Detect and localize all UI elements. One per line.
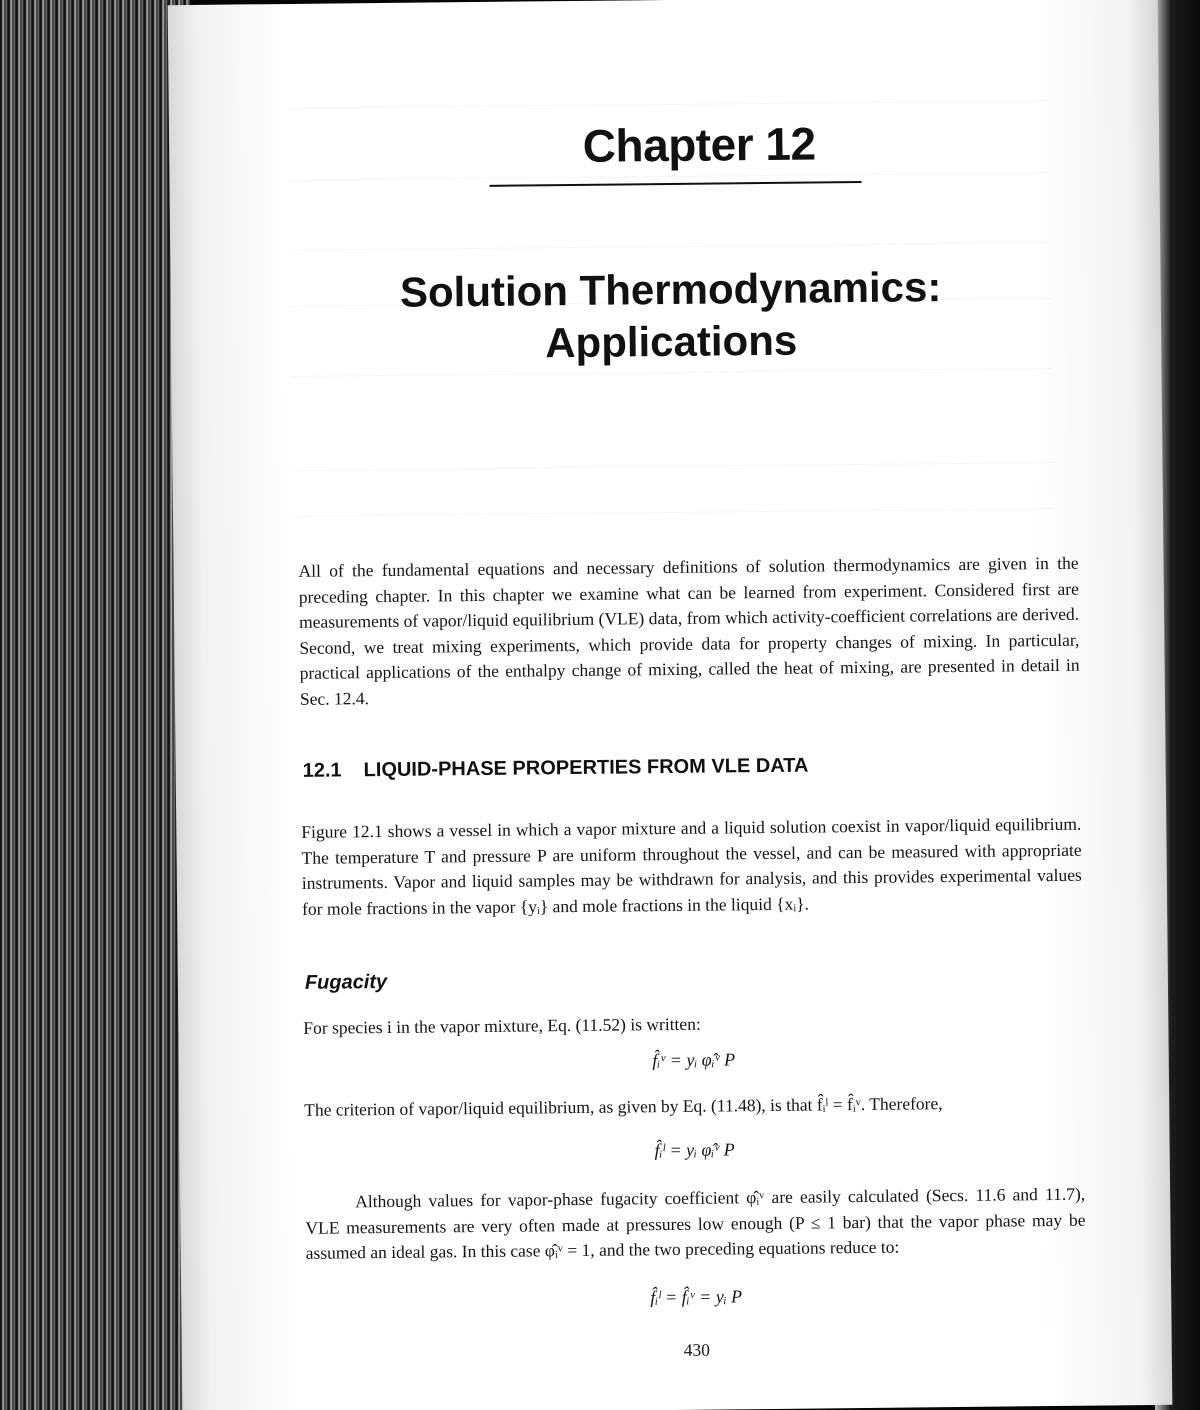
equation-1: f̂ᵢᵛ = yᵢ φ̂ᵢᵛ P [652, 1049, 736, 1071]
intro-paragraph: All of the fundamental equations and necessary definitions of solution thermodynamics are given in the preceding chapter. In this chapter we examine what can be learned from experiment. Considered first are measurements of vapor/liquid equilibrium (VLE) data, from which activity-coefficient correlations are derived. Second, we treat mixing experiments, which provide data for property changes of mixing. In particular, practical applications of the enthalpy change of mixing, called the heat of mixing, are presented in detail in Sec. 12.4. [298, 552, 1080, 709]
chapter-title-line2: Applications [544, 316, 798, 367]
page-number: 430 [683, 1339, 710, 1360]
section-paragraph: Figure 12.1 shows a vessel in which a vapor mixture and a liquid solution coexist in vapor/liquid equilibrium. The temperature T and pressure P are uniform throughout the vessel, and can be measured with appropriate instruments. Vapor and liquid samples may be withdrawn for analysis, and this provides experimental values for mole fractions in the vapor {yᵢ} and mole fractions in the liquid {xᵢ}. [301, 813, 1082, 919]
equation-2: f̂ᵢˡ = yᵢ φ̂ᵢᵛ P [654, 1139, 735, 1161]
book-spine-edge [0, 0, 190, 1410]
chapter-label: Chapter 12 [582, 117, 816, 172]
chapter-title [320, 260, 1021, 371]
chapter-rule [490, 181, 862, 187]
section-title: LIQUID-PHASE PROPERTIES FROM VLE DATA [363, 754, 809, 782]
fugacity-intro: For species i in the vapor mixture, Eq. (11.52) is written: [303, 1013, 701, 1038]
chapter-title-line1: Solution Thermodynamics: [399, 263, 942, 316]
subsection-heading: Fugacity [304, 970, 388, 994]
ideal-gas-paragraph: Although values for vapor-phase fugacity coefficient φ̂ᵢᵛ are easily calculated (Secs. 11.6 and 11.7), VLE measurements are very often made at pressures low enough (P ≤ 1 bar) that the vapor phase may be assumed an ideal gas. In this case φ̂ᵢᵛ = 1, and the two preceding equations reduce to: [305, 1183, 1086, 1263]
page [168, 0, 1173, 1410]
section-number: 12.1 [302, 759, 342, 782]
criterion-text: The criterion of vapor/liquid equilibrium, as given by Eq. (11.48), is that f̂ᵢˡ = f̂ᵢᵛ. Therefore, [304, 1093, 943, 1120]
section-heading [303, 755, 809, 783]
equation-3: f̂ᵢˡ = f̂ᵢᵛ = yᵢ P [650, 1286, 743, 1308]
